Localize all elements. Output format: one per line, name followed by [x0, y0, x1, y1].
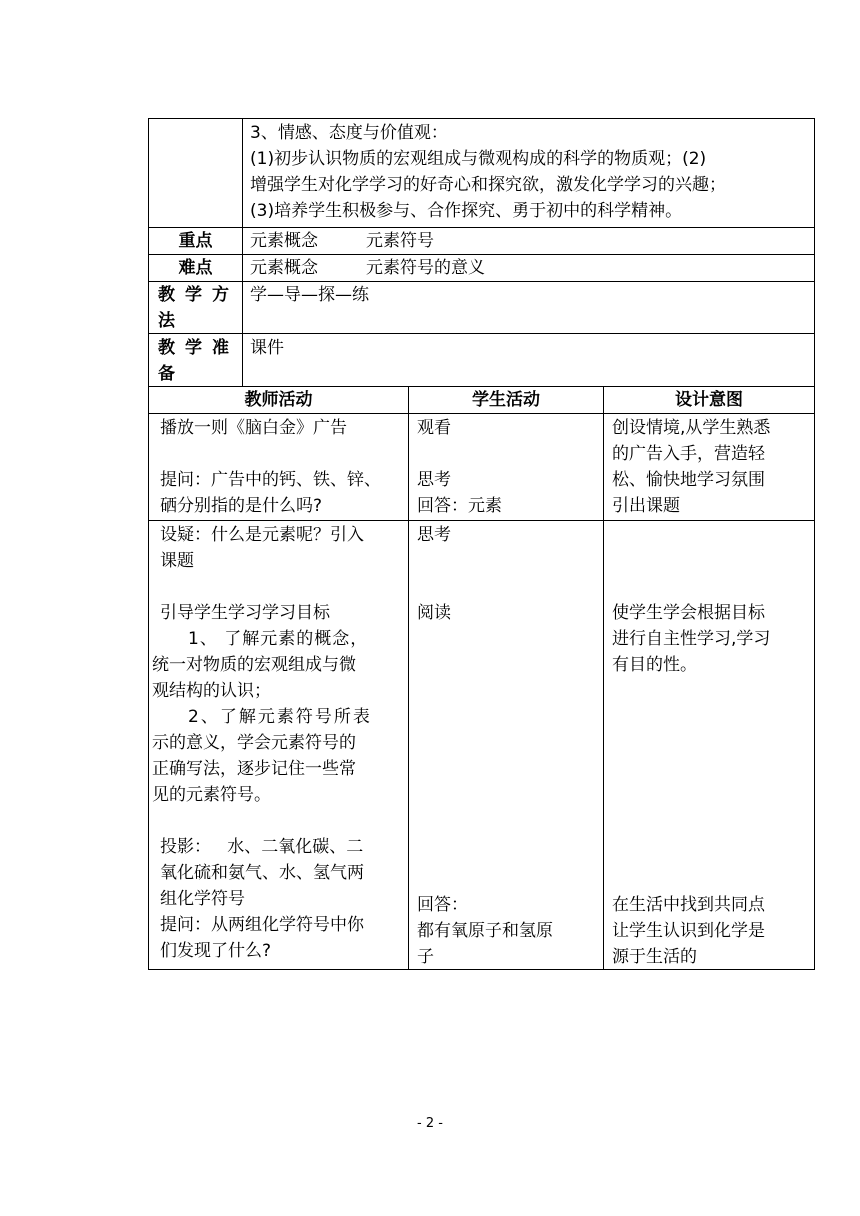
table-border: [408, 386, 409, 970]
table-border: [242, 118, 243, 386]
text-line: 见的元素符号。: [152, 785, 271, 805]
row2-student-c: [417, 892, 599, 970]
text-line: 组化学符号: [160, 889, 245, 909]
text-line: 回答：: [417, 895, 468, 915]
text-line: 设疑：什么是元素呢？引入: [160, 525, 364, 545]
text-line: 播放一则《脑白金》广告: [160, 418, 347, 438]
text-line: 提问：广告中的钙、铁、锌、: [160, 470, 381, 490]
difficulties-value: [250, 255, 810, 281]
text-line: 统一对物质的宏观组成与微: [152, 655, 356, 675]
preparation-label-line: 备: [158, 364, 175, 384]
method-label-line: 法: [158, 311, 175, 331]
method-label: [158, 282, 239, 334]
text-line: 的广告入手，营造轻: [612, 444, 765, 464]
table-border: [148, 520, 815, 521]
table-border: [148, 413, 815, 414]
column-header-teacher: 教师活动: [244, 390, 313, 410]
text-line: 正确写法，逐步记住一些常: [152, 759, 356, 779]
row2-student-a: 思考: [417, 525, 451, 545]
text-line: 观看: [417, 418, 451, 438]
key-points-label: 重点: [178, 231, 213, 251]
text-line: 引导学生学习学习目标: [160, 603, 330, 623]
row2-student-b: 阅读: [417, 603, 451, 623]
row1-design: [612, 415, 810, 519]
table-border: [148, 118, 815, 119]
text-line: 在生活中找到共同点: [612, 895, 765, 915]
table-border: [603, 386, 604, 970]
text-line: 松、愉快地学习氛围: [612, 470, 765, 490]
column-header-student: 学生活动: [472, 390, 540, 410]
text-line: 提问：从两组化学符号中你: [160, 915, 364, 935]
spacer-line: [152, 574, 406, 600]
objectives-line: 增强学生对化学学习的好奇心和探究欲，激发化学学习的兴趣；: [250, 175, 726, 195]
objectives-line: (1)初步认识物质的宏观组成与微观构成的科学的物质观；(2): [250, 149, 707, 169]
text-line: 思考: [417, 470, 451, 490]
method-value: 学—导—探—练: [250, 285, 369, 305]
objectives-line: (3)培养学生积极参与、合作探究、勇于初中的科学精神。: [250, 201, 683, 221]
row2-design-c: [612, 892, 810, 970]
row2-teacher: [152, 522, 406, 964]
label-text: 教学准: [158, 338, 239, 358]
table-border: [814, 118, 815, 970]
spacer-line: [152, 808, 406, 834]
difficulty-item: 元素符号的意义: [366, 258, 485, 278]
text-line: 2、了解元素符号所表: [188, 707, 372, 727]
objectives-heading: 3、情感、态度与价值观：: [250, 123, 448, 143]
row1-teacher: [160, 415, 404, 519]
preparation-value: 课件: [250, 338, 284, 358]
text-line: 课题: [160, 551, 194, 571]
row2-design-b: [612, 600, 810, 678]
text-line: 使学生学会根据目标: [612, 603, 765, 623]
page-number: - 2 -: [417, 1116, 443, 1131]
row1-student: [417, 415, 599, 519]
text-line: 子: [417, 947, 434, 967]
key-point-item: 元素符号: [366, 231, 434, 251]
text-line: 让学生认识到化学是: [612, 921, 765, 941]
text-line: 有目的性。: [612, 655, 697, 675]
text-line: 都有氧原子和氢原: [417, 921, 553, 941]
text-line: 投影： 水、二氧化碳、二: [160, 837, 364, 857]
key-points-value: [250, 228, 810, 254]
text-line: 回答：元素: [417, 496, 502, 516]
text-line: 引出课题: [612, 496, 680, 516]
text-line: 氧化硫和氨气、水、氢气两: [160, 863, 364, 883]
label-text: 教学方: [158, 285, 239, 305]
spacer-line: [160, 441, 404, 467]
text-line: 们发现了什么?: [160, 941, 272, 961]
preparation-label: [158, 335, 239, 387]
column-header-design: 设计意图: [675, 390, 743, 410]
difficulty-item: 元素概念: [250, 258, 318, 278]
text-line: 1、 了解元素的概念，: [188, 629, 369, 649]
difficulties-label: 难点: [178, 258, 213, 278]
text-line: 观结构的认识；: [152, 681, 271, 701]
objectives-cell: [250, 120, 808, 224]
spacer-line: [417, 441, 599, 467]
table-border: [148, 333, 815, 334]
key-point-item: 元素概念: [250, 231, 318, 251]
text-line: 示的意义，学会元素符号的: [152, 733, 356, 753]
text-line: 硒分别指的是什么吗?: [160, 496, 323, 516]
text-line: 源于生活的: [612, 947, 697, 967]
text-line: 进行自主性学习,学习: [612, 629, 771, 649]
preparation-label-line: [158, 335, 239, 361]
text-line: 创设情境,从学生熟悉: [612, 418, 771, 438]
method-label-line: [158, 282, 239, 308]
